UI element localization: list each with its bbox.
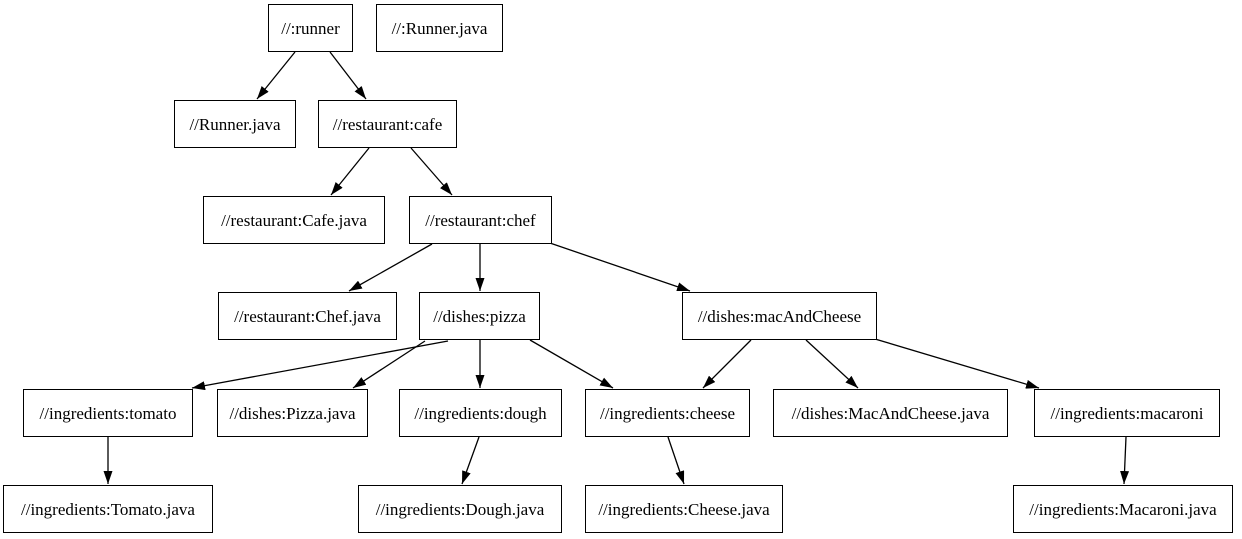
edge-runner-to-runner-java [257,52,295,99]
node-label-cheese: //ingredients:cheese [599,403,735,423]
node-macandcheese [682,292,877,340]
node-label-cheese-java: //ingredients:Cheese.java [598,499,770,519]
node-dough [399,389,562,437]
node-label-cafe-java: //restaurant:Cafe.java [221,210,367,230]
edge-pizza-to-pizza-java [353,341,425,388]
node-runner-java-root [376,4,503,52]
node-label-runner-java: //Runner.java [189,114,281,134]
edge-macandcheese-to-cheese [703,340,751,388]
node-label-dough-java: //ingredients:Dough.java [375,499,545,519]
edge-dough-to-dough-java [462,437,479,484]
node-label-macaroni: //ingredients:macaroni [1050,403,1204,423]
node-label-tomato-java: //ingredients:Tomato.java [21,499,195,519]
node-chef [409,196,552,244]
node-label-runner: //:runner [281,18,340,38]
node-label-pizza: //dishes:pizza [433,306,526,326]
node-macandcheese-java [773,389,1008,437]
edge-cafe-to-chef [411,148,452,195]
edge-pizza-to-cheese [530,340,613,388]
edge-macandcheese-to-macaroni [875,339,1039,388]
node-label-chef-java: //restaurant:Chef.java [234,306,381,326]
edge-cafe-to-cafe-java [331,148,369,195]
node-macaroni [1034,389,1220,437]
edge-macandcheese-to-macandcheese-java [806,340,858,388]
edge-chef-to-macandcheese [547,242,690,291]
node-cafe-java [203,196,385,244]
node-cheese-java [585,485,783,533]
node-tomato [23,389,193,437]
edge-runner-to-cafe [330,52,366,99]
node-label-macandcheese-java: //dishes:MacAndCheese.java [791,403,990,423]
node-label-cafe: //restaurant:cafe [332,114,443,134]
node-label-dough: //ingredients:dough [414,403,547,423]
node-cafe [318,100,457,148]
edge-chef-to-chef-java [349,244,432,291]
node-dough-java [358,485,562,533]
node-macaroni-java [1013,485,1233,533]
node-label-runner-java-root: //:Runner.java [391,18,488,38]
node-chef-java [218,292,397,340]
node-label-pizza-java: //dishes:Pizza.java [229,403,356,423]
node-runner-java [174,100,296,148]
node-runner [268,4,353,52]
node-tomato-java [3,485,213,533]
node-cheese [585,389,750,437]
edge-cheese-to-cheese-java [668,437,684,484]
node-label-chef: //restaurant:chef [425,210,536,230]
node-label-macandcheese: //dishes:macAndCheese [697,306,862,326]
node-label-macaroni-java: //ingredients:Macaroni.java [1029,499,1217,519]
edge-macaroni-to-macaroni-java [1124,437,1126,484]
node-pizza [419,292,540,340]
edge-pizza-to-tomato [192,341,448,388]
node-label-tomato: //ingredients:tomato [39,403,177,423]
node-pizza-java [217,389,368,437]
